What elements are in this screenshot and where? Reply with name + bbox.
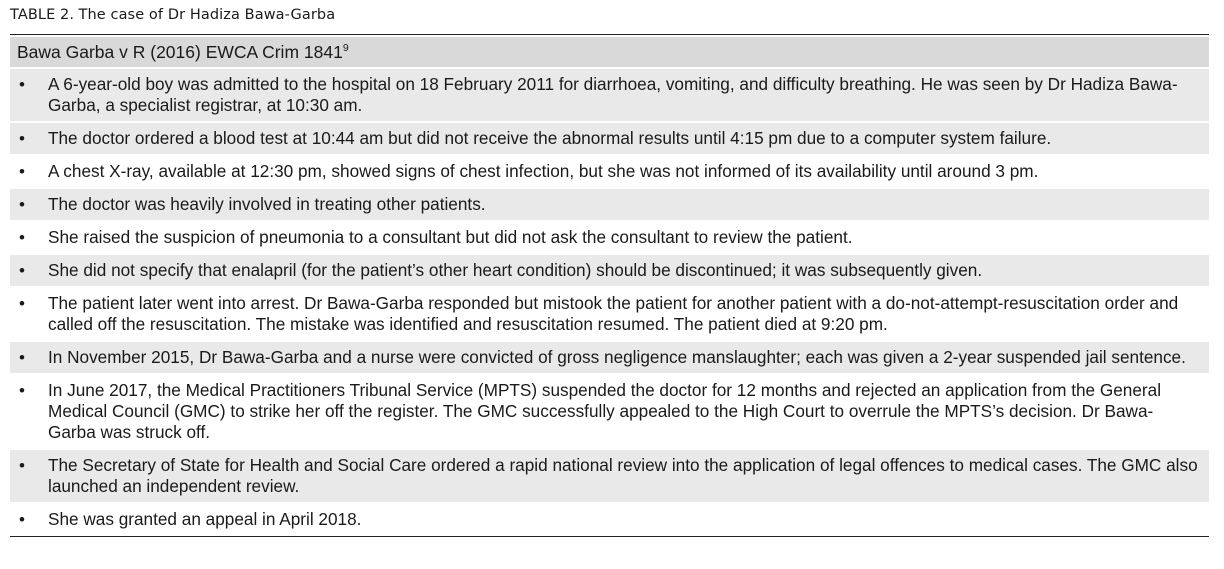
bullet-icon: • (19, 261, 25, 280)
list-item-text: The Secretary of State for Health and Social Care ordered a rapid national review into the application of legal offences to medical cases. The GMC also launched an independent review. (48, 455, 1198, 496)
list-item-text: In November 2015, Dr Bawa-Garba and a nurse were convicted of gross negligence manslaughter; each was given a 2-year suspended jail sentence. (48, 347, 1186, 367)
list-item-text: The patient later went into arrest. Dr Bawa-Garba responded but mistook the patient for another patient with a do-not-attempt-resuscitation order and called off the resuscitation. The mistake was identified and resuscitation resumed. The patient died at 9:20 pm. (48, 293, 1179, 334)
list-item-text: The doctor ordered a blood test at 10:44 am but did not receive the abnormal results until 4:15 pm due to a computer system failure. (48, 128, 1052, 148)
bullet-icon: • (19, 129, 25, 148)
list-item (10, 222, 1209, 253)
case-citation-reference: 9 (342, 42, 349, 54)
top-rule (10, 34, 1209, 35)
bullet-icon: • (19, 75, 25, 94)
list-item-text: A chest X-ray, available at 12:30 pm, showed signs of chest infection, but she was not informed of its availability until around 3 pm. (48, 161, 1039, 181)
list-item (10, 189, 1209, 220)
list-item-text: She did not specify that enalapril (for the patient’s other heart condition) should be discontinued; it was subsequently given. (48, 260, 983, 280)
bullet-icon: • (19, 195, 25, 214)
list-item-text: She raised the suspicion of pneumonia to a consultant but did not ask the consultant to review the patient. (48, 227, 853, 247)
list-item (10, 450, 1209, 502)
list-item (10, 504, 1209, 535)
bullet-icon: • (19, 381, 25, 400)
bullet-icon: • (19, 294, 25, 313)
table-title-text: The case of Dr Hadiza Bawa-Garba (78, 7, 336, 23)
list-item (10, 69, 1209, 121)
table-title (10, 6, 335, 24)
case-citation: Bawa Garba v R (2016) EWCA Crim 1841 (17, 42, 343, 62)
table-label: TABLE 2. (10, 7, 75, 23)
bullet-icon: • (19, 162, 25, 181)
list-item-text: The doctor was heavily involved in treating other patients. (48, 194, 486, 214)
list-item-text: A 6-year-old boy was admitted to the hospital on 18 February 2011 for diarrhoea, vomiting, and difficulty breathing. He was seen by Dr Hadiza Bawa-Garba, a specialist registrar, at 10:30 am. (48, 74, 1178, 115)
bullet-icon: • (19, 228, 25, 247)
bullet-icon: • (19, 510, 25, 529)
list-item (10, 156, 1209, 187)
case-table (10, 37, 1209, 537)
case-citation-header (10, 37, 1209, 67)
bottom-rule (10, 536, 1209, 537)
list-item (10, 255, 1209, 286)
list-item-text: In June 2017, the Medical Practitioners Tribunal Service (MPTS) suspended the doctor for 12 months and rejected an application from the General Medical Council (GMC) to strike her off the register. The GMC successfully appealed to the High Court to overrule the MPTS’s decision. Dr Bawa-Garba was struck off. (48, 380, 1162, 442)
bullet-icon: • (19, 348, 25, 367)
list-item (10, 342, 1209, 373)
list-item (10, 123, 1209, 154)
bullet-icon: • (19, 456, 25, 475)
list-item (10, 375, 1209, 448)
list-item (10, 288, 1209, 340)
list-item-text: She was granted an appeal in April 2018. (48, 509, 362, 529)
